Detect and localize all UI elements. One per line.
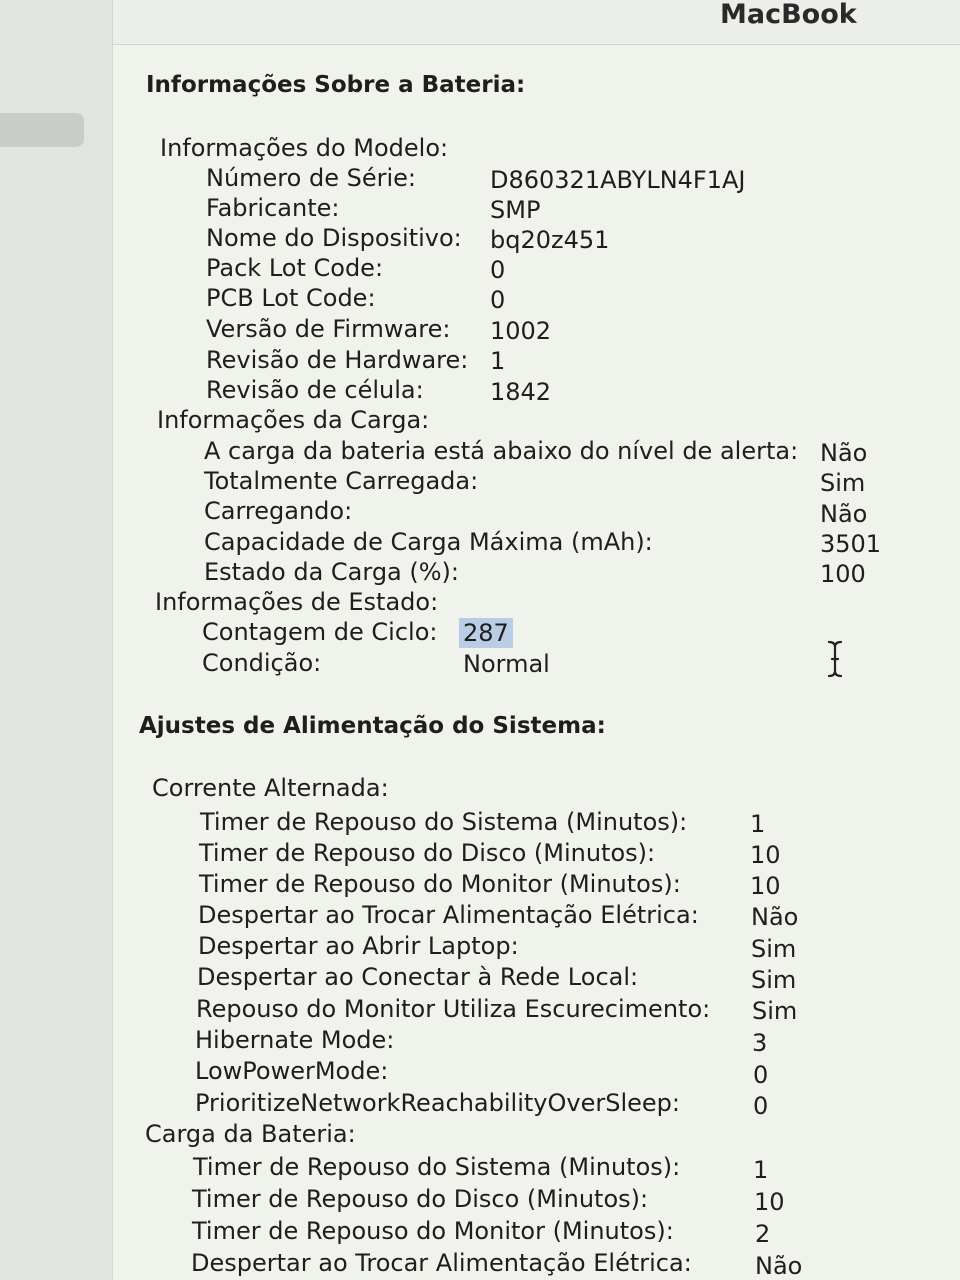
row-label: Contagem de Ciclo: (202, 618, 438, 646)
battery-heading: Informações Sobre a Bateria: (146, 72, 526, 98)
row-value: 1 (753, 1156, 769, 1184)
row-label: Timer de Repouso do Monitor (Minutos): (199, 870, 681, 898)
window-title: MacBook (720, 0, 857, 30)
row-value: Sim (820, 469, 866, 497)
sidebar (0, 0, 113, 1280)
row-value: Não (755, 1252, 803, 1280)
cycle-count-value-selected[interactable]: 287 (459, 618, 513, 648)
row-label: Pack Lot Code: (206, 254, 384, 282)
row-label: Totalmente Carregada: (204, 467, 479, 495)
row-label: Revisão de célula: (206, 376, 424, 404)
row-value: 1 (490, 347, 506, 375)
row-value: 0 (753, 1061, 769, 1089)
row-label: Despertar ao Conectar à Rede Local: (197, 963, 639, 991)
row-label: PCB Lot Code: (206, 284, 376, 312)
row-label: Estado da Carga (%): (204, 558, 459, 586)
row-value: 3 (752, 1029, 768, 1057)
row-label: Timer de Repouso do Sistema (Minutos): (193, 1153, 681, 1181)
row-label: Timer de Repouso do Disco (Minutos): (192, 1185, 649, 1213)
row-value: SMP (490, 196, 541, 224)
row-value: 10 (750, 872, 781, 900)
row-label: Condição: (202, 649, 322, 677)
row-value: 1 (750, 810, 766, 838)
row-label: Timer de Repouso do Monitor (Minutos): (192, 1217, 674, 1245)
row-value: Normal (463, 650, 550, 678)
row-label: Repouso do Monitor Utiliza Escurecimento: (196, 995, 711, 1023)
text-cursor-icon (826, 640, 844, 678)
row-value: 10 (754, 1188, 785, 1216)
row-label: LowPowerMode: (195, 1057, 389, 1085)
row-value: 0 (753, 1092, 769, 1120)
row-label: Nome do Dispositivo: (206, 224, 462, 252)
row-value: Sim (751, 966, 797, 994)
row-value: 1842 (490, 378, 552, 406)
row-value: Sim (751, 935, 797, 963)
row-label: Timer de Repouso do Sistema (Minutos): (200, 808, 688, 836)
row-value: Não (820, 439, 868, 467)
row-value: 0 (490, 256, 506, 284)
row-label: Despertar ao Abrir Laptop: (198, 932, 519, 960)
row-value: 1002 (490, 317, 552, 345)
sidebar-selected-item[interactable] (0, 113, 84, 147)
row-value: Não (820, 500, 868, 528)
row-value: 100 (820, 560, 866, 588)
status-info-label: Informações de Estado: (155, 588, 439, 616)
row-label: Número de Série: (206, 164, 416, 192)
row-value: D860321ABYLN4F1AJ (490, 166, 746, 194)
row-label: Fabricante: (206, 194, 340, 222)
row-value: bq20z451 (490, 226, 610, 254)
power-heading: Ajustes de Alimentação do Sistema: (139, 713, 606, 739)
row-label: Despertar ao Trocar Alimentação Elétrica: (191, 1249, 692, 1277)
row-label: Timer de Repouso do Disco (Minutos): (199, 839, 656, 867)
row-value: 2 (755, 1220, 771, 1248)
model-info-label: Informações do Modelo: (160, 134, 449, 162)
row-value: 10 (750, 841, 781, 869)
row-label: Capacidade de Carga Máxima (mAh): (204, 528, 653, 556)
row-label: Versão de Firmware: (206, 315, 451, 343)
row-label: PrioritizeNetworkReachabilityOverSleep: (195, 1089, 680, 1117)
row-value: 0 (490, 286, 506, 314)
row-label: Revisão de Hardware: (206, 346, 469, 374)
ac-label: Corrente Alternada: (152, 774, 389, 802)
row-value: Sim (752, 997, 798, 1025)
battery-power-label: Carga da Bateria: (145, 1120, 356, 1148)
row-label: Hibernate Mode: (195, 1026, 395, 1054)
row-value: 3501 (820, 530, 882, 558)
row-value: Não (751, 903, 799, 931)
row-label: Despertar ao Trocar Alimentação Elétrica: (198, 901, 699, 929)
charge-info-label: Informações da Carga: (157, 406, 430, 434)
row-label: Carregando: (204, 497, 353, 525)
row-label: A carga da bateria está abaixo do nível de alerta: (204, 437, 799, 465)
